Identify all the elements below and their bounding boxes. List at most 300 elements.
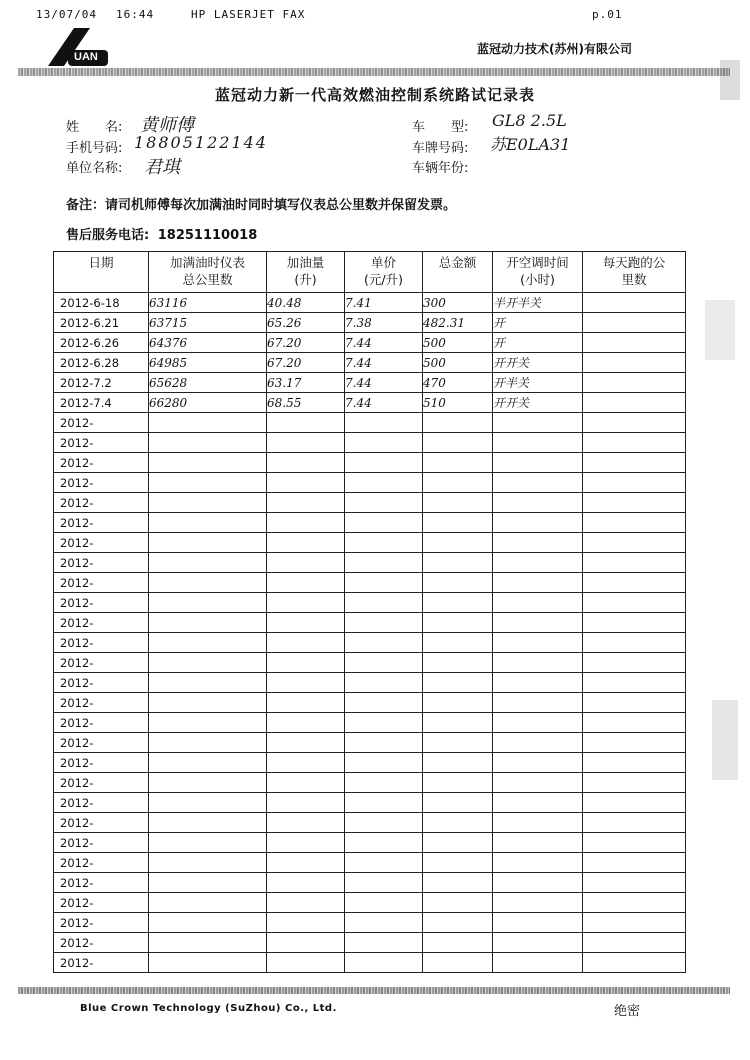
table-cell: 300 [423,293,493,313]
table-cell [583,813,686,833]
table-cell [149,933,267,953]
table-cell [583,613,686,633]
date-cell: 2012-6.26 [54,333,149,353]
table-cell [493,633,583,653]
table-cell [583,933,686,953]
table-cell [149,593,267,613]
column-header-line: 加油量 [286,255,325,270]
table-cell [583,713,686,733]
table-header-row [54,252,686,293]
table-row [54,693,686,713]
table-cell [423,713,493,733]
column-header-line: 总金额 [438,255,477,270]
company-name: 蓝冠动力技术(苏州)有限公司 [477,42,632,56]
date-cell: 2012- [54,693,149,713]
column-header [423,252,493,293]
table-body [54,293,686,973]
top-band [18,68,730,76]
table-cell [149,473,267,493]
date-cell: 2012- [54,553,149,573]
table-cell: 7.41 [345,293,423,313]
table-cell [583,373,686,393]
table-row [54,453,686,473]
table-row [54,333,686,353]
table-cell: 470 [423,373,493,393]
column-header-line: 加满油时仪表 [169,255,245,270]
table-cell: 开半关 [493,373,583,393]
date-cell: 2012- [54,953,149,973]
column-header [149,252,267,293]
table-cell [149,753,267,773]
table-cell [423,493,493,513]
table-cell [583,593,686,613]
table-cell [493,793,583,813]
unit-label: 单位名称: [66,161,123,176]
table-row [54,433,686,453]
date-cell: 2012- [54,773,149,793]
table-cell [493,893,583,913]
table-cell: 63715 [149,313,267,333]
fax-header [36,8,726,24]
table-cell [583,573,686,593]
date-cell: 2012- [54,853,149,873]
table-cell [345,913,423,933]
table-cell [493,933,583,953]
table-cell [423,913,493,933]
table-row [54,573,686,593]
table-cell [267,933,345,953]
fax-device: HP LASERJET FAX [191,8,306,21]
table-cell [345,953,423,973]
table-cell [267,853,345,873]
table-row [54,613,686,633]
table-cell: 65628 [149,373,267,393]
table-cell [583,513,686,533]
table-cell [149,673,267,693]
table-cell [423,833,493,853]
date-cell: 2012-6.28 [54,353,149,373]
table-cell [267,473,345,493]
table-cell [267,733,345,753]
table-cell [149,873,267,893]
date-cell: 2012- [54,433,149,453]
table-row [54,293,686,313]
table-cell [149,533,267,553]
table-cell [149,733,267,753]
table-row [54,813,686,833]
table-cell: 7.44 [345,353,423,373]
table-row [54,353,686,373]
table-cell [423,453,493,473]
table-cell [423,673,493,693]
table-cell [583,353,686,373]
date-cell: 2012-6.21 [54,313,149,333]
hotline-number: 18251110018 [157,228,258,243]
table-cell [345,653,423,673]
table-cell [345,633,423,653]
table-cell [345,693,423,713]
table-cell: 开 [493,333,583,353]
mobile-label: 手机号码: [66,141,123,156]
table-cell [493,493,583,513]
table-cell [423,553,493,573]
table-cell: 63116 [149,293,267,313]
table-cell [583,433,686,453]
table-cell [493,553,583,573]
table-cell [149,653,267,673]
table-cell [345,813,423,833]
date-cell: 2012- [54,473,149,493]
table-cell [267,613,345,633]
table-cell: 7.44 [345,333,423,353]
table-cell [583,653,686,673]
date-cell: 2012- [54,793,149,813]
table-row [54,893,686,913]
date-cell: 2012- [54,533,149,553]
year-label: 车辆年份: [412,161,469,176]
table-cell [423,953,493,973]
table-cell [583,953,686,973]
date-cell: 2012- [54,813,149,833]
table-cell [345,593,423,613]
table-cell: 7.38 [345,313,423,333]
fax-page: p.01 [592,8,623,21]
date-cell: 2012- [54,633,149,653]
table-cell [345,413,423,433]
table-cell [267,813,345,833]
table-row [54,833,686,853]
table-cell [149,813,267,833]
table-cell [423,533,493,553]
table-cell: 500 [423,333,493,353]
table-cell [345,613,423,633]
date-cell: 2012-7.4 [54,393,149,413]
table-cell [493,713,583,733]
table-cell: 开开关 [493,353,583,373]
table-cell [267,673,345,693]
table-cell [583,753,686,773]
table-row [54,393,686,413]
column-header-line: (升) [294,272,317,287]
table-cell [583,673,686,693]
table-cell [267,513,345,533]
date-cell: 2012- [54,493,149,513]
table-cell [149,893,267,913]
date-cell: 2012-7.2 [54,373,149,393]
table-cell: 66280 [149,393,267,413]
table-cell [493,913,583,933]
table-cell [423,693,493,713]
table-cell [149,773,267,793]
model-label: 车 型: [412,120,469,135]
table-row [54,913,686,933]
table-cell [423,473,493,493]
table-cell [493,453,583,473]
date-cell: 2012- [54,713,149,733]
table-cell [583,733,686,753]
date-cell: 2012- [54,413,149,433]
table-cell [267,633,345,653]
footer-company: Blue Crown Technology (SuZhou) Co., Ltd. [80,1003,337,1014]
date-cell: 2012- [54,733,149,753]
mobile-value: 18805122144 [134,133,268,152]
confidential-mark: 绝密 [614,1004,641,1019]
table-row [54,933,686,953]
column-header [267,252,345,293]
table-cell: 开开关 [493,393,583,413]
table-cell [583,633,686,653]
table-cell [493,513,583,533]
table-row [54,653,686,673]
table-cell [267,453,345,473]
date-cell: 2012- [54,893,149,913]
column-header-line: 每天跑的公 [602,255,666,270]
date-cell: 2012- [54,573,149,593]
table-cell [493,673,583,693]
table-cell [423,513,493,533]
table-cell: 7.44 [345,373,423,393]
column-header [54,252,149,293]
table-cell: 67.20 [267,333,345,353]
table-cell [267,793,345,813]
table-cell [423,573,493,593]
date-cell: 2012- [54,933,149,953]
table-cell [493,473,583,493]
date-cell: 2012- [54,913,149,933]
table-cell [493,873,583,893]
table-row [54,773,686,793]
table-cell [345,753,423,773]
table-cell [267,433,345,453]
bottom-band [18,987,730,994]
table-cell: 500 [423,353,493,373]
table-row [54,753,686,773]
table-cell [267,413,345,433]
table-cell [423,853,493,873]
table-cell [267,913,345,933]
table-cell [583,893,686,913]
table-cell [345,453,423,473]
table-cell [149,633,267,653]
table-cell [149,793,267,813]
table-cell [493,753,583,773]
table-cell: 半开半关 [493,293,583,313]
table-row [54,593,686,613]
column-header-line: 单价 [370,255,396,270]
table-cell [493,833,583,853]
column-header-line: 日期 [88,255,114,270]
table-cell [267,493,345,513]
table-cell [345,933,423,953]
table-cell [345,773,423,793]
table-cell [493,813,583,833]
column-header-line: (元/升) [364,272,403,287]
hotline [66,224,257,243]
table-row [54,313,686,333]
column-header-line: 总公里数 [182,272,233,287]
table-cell [267,873,345,893]
date-cell: 2012- [54,453,149,473]
table-cell [583,833,686,853]
table-row [54,473,686,493]
table-cell: 65.26 [267,313,345,333]
table-cell [583,693,686,713]
table-cell [583,793,686,813]
table-cell [423,933,493,953]
table-cell [423,593,493,613]
table-row [54,413,686,433]
table-row [54,713,686,733]
date-cell: 2012- [54,753,149,773]
plate-value: 苏E0LA31 [490,135,571,154]
column-header [583,252,686,293]
table-cell [267,773,345,793]
table-cell [345,493,423,513]
table-cell [345,733,423,753]
date-cell: 2012- [54,833,149,853]
table-cell [493,853,583,873]
table-cell [345,533,423,553]
table-cell [345,713,423,733]
name-label: 姓 名: [66,120,123,135]
table-row [54,873,686,893]
table-cell [149,853,267,873]
table-row [54,553,686,573]
name-value: 黄师傅 [140,115,194,136]
table-cell [267,753,345,773]
table-cell [423,773,493,793]
table-cell [149,493,267,513]
plate-label: 车牌号码: [412,141,469,156]
fax-time: 16:44 [116,8,155,21]
table-row [54,853,686,873]
table-cell [583,553,686,573]
column-header-line: (小时) [520,272,555,287]
table-cell [149,693,267,713]
table-cell [423,633,493,653]
table-cell [149,833,267,853]
table-cell [583,913,686,933]
table-cell [345,833,423,853]
table-cell [583,313,686,333]
table-cell [267,553,345,573]
table-row [54,673,686,693]
table-cell [583,773,686,793]
table-row [54,733,686,753]
table-cell: 67.20 [267,353,345,373]
company-logo [44,22,112,70]
table-cell [423,753,493,773]
table-cell [583,393,686,413]
date-cell: 2012- [54,513,149,533]
table-cell [493,953,583,973]
table-cell: 7.44 [345,393,423,413]
table-cell [493,533,583,553]
form-note: 备注：请司机师傅每次加满油时同时填写仪表总公里数并保留发票。 [66,198,457,213]
table-cell: 63.17 [267,373,345,393]
table-cell: 482.31 [423,313,493,333]
fuel-log-table [53,251,686,973]
table-cell [423,613,493,633]
table-cell [149,453,267,473]
table-cell: 40.48 [267,293,345,313]
table-cell [149,713,267,733]
table-cell [493,593,583,613]
table-cell [345,553,423,573]
table-cell [423,433,493,453]
table-row [54,493,686,513]
table-cell [583,333,686,353]
table-cell [267,953,345,973]
table-cell [423,653,493,673]
date-cell: 2012- [54,593,149,613]
table-row [54,633,686,653]
table-row [54,953,686,973]
table-cell [345,793,423,813]
table-cell [149,553,267,573]
table-cell [345,573,423,593]
table-cell: 68.55 [267,393,345,413]
table-cell [583,873,686,893]
model-value: GL8 2.5L [492,111,567,130]
column-header [493,252,583,293]
table-cell [267,693,345,713]
date-cell: 2012- [54,673,149,693]
table-cell [267,593,345,613]
column-header-line: 里数 [621,272,647,287]
table-cell [345,513,423,533]
table-cell [149,433,267,453]
table-cell: 64376 [149,333,267,353]
table-cell [345,893,423,913]
date-cell: 2012-6-18 [54,293,149,313]
table-cell [149,913,267,933]
table-cell [493,693,583,713]
table-row [54,373,686,393]
table-cell [149,513,267,533]
fax-date: 13/07/04 [36,8,97,21]
table-cell [493,613,583,633]
table-cell [493,433,583,453]
table-cell: 64985 [149,353,267,373]
table-cell [345,433,423,453]
table-cell [149,413,267,433]
table-cell [345,873,423,893]
table-cell [493,413,583,433]
form-title: 蓝冠动力新一代高效燃油控制系统路试记录表 [214,86,535,104]
table-cell [345,673,423,693]
table-cell [149,613,267,633]
table-cell: 开 [493,313,583,333]
table-cell [423,793,493,813]
table-cell [583,493,686,513]
table-cell [267,533,345,553]
table-cell [583,293,686,313]
table-cell [267,893,345,913]
table-cell: 510 [423,393,493,413]
hotline-label: 售后服务电话: [66,228,150,243]
table-cell [423,733,493,753]
table-cell [583,453,686,473]
table-cell [267,573,345,593]
table-row [54,533,686,553]
table-cell [267,653,345,673]
table-cell [345,853,423,873]
table-cell [423,893,493,913]
table-cell [423,873,493,893]
table-cell [423,413,493,433]
table-cell [267,713,345,733]
